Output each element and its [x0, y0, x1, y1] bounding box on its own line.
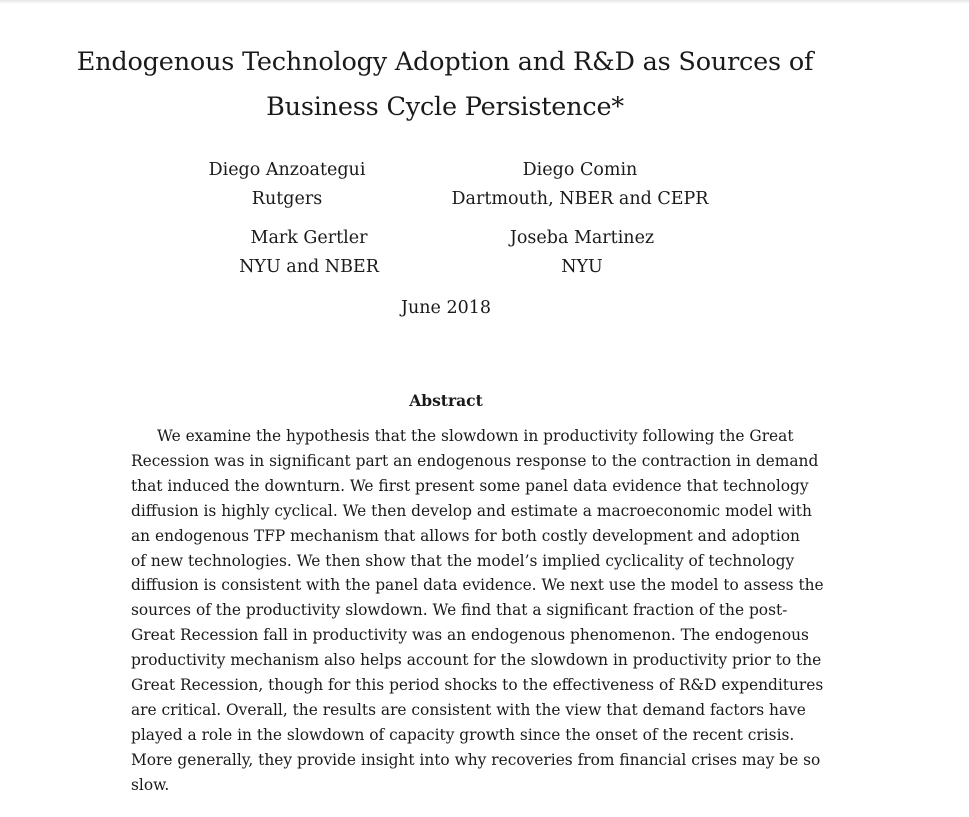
- page-top-edge: [0, 0, 969, 4]
- abstract-heading: Abstract: [409, 391, 483, 410]
- abstract-line: diffusion is consistent with the panel data evidence. We next use the model to assess the: [131, 576, 824, 595]
- abstract-line: diffusion is highly cyclical. We then develop and estimate a macroeconomic model with: [131, 501, 812, 520]
- author-name: Diego Comin: [522, 160, 638, 180]
- author-affiliation: NYU: [561, 257, 603, 277]
- author-block-3: [149, 224, 469, 282]
- author-name: Joseba Martinez: [509, 228, 655, 248]
- title-line-1: Endogenous Technology Adoption and R&D as Sources of: [76, 47, 814, 77]
- abstract-line: We examine the hypothesis that the slowdown in productivity following the Great: [157, 427, 794, 445]
- author-affiliation: Rutgers: [251, 189, 323, 209]
- author-name: Diego Anzoategui: [208, 160, 366, 180]
- title-line-2: Business Cycle Persistence*: [266, 92, 624, 122]
- abstract-line: Recession was in significant part an endogenous response to the contraction in demand: [131, 451, 819, 470]
- abstract-line: Great Recession, though for this period shocks to the effectiveness of R&D expenditures: [131, 676, 824, 695]
- publication-date: June 2018: [400, 298, 491, 318]
- abstract-line: played a role in the slowdown of capacity growth since the onset of the recent crisis.: [131, 725, 795, 744]
- abstract-line: are critical. Overall, the results are consistent with the view that demand factors have: [131, 700, 806, 719]
- abstract-line: slow.: [131, 775, 170, 794]
- abstract-line: that induced the downturn. We first present some panel data evidence that technology: [131, 476, 809, 495]
- abstract-body: [131, 424, 824, 798]
- paper-title: [60, 40, 830, 130]
- author-block-1: [127, 156, 447, 214]
- abstract-line: of new technologies. We then show that the model’s implied cyclicality of technology: [131, 551, 795, 570]
- abstract-line: Great Recession fall in productivity was an endogenous phenomenon. The endogenous: [131, 626, 809, 645]
- abstract-line: sources of the productivity slowdown. We find that a significant fraction of the post-: [131, 601, 788, 620]
- abstract-line: productivity mechanism also helps account for the slowdown in productivity prior to the: [131, 651, 822, 670]
- author-affiliation: Dartmouth, NBER and CEPR: [451, 189, 709, 209]
- author-name: Mark Gertler: [250, 228, 368, 248]
- author-block-4: [422, 224, 742, 282]
- abstract-line: an endogenous TFP mechanism that allows for both costly development and adoption: [131, 526, 800, 545]
- author-affiliation: NYU and NBER: [239, 257, 379, 277]
- author-block-2: [420, 156, 740, 214]
- abstract-line: More generally, they provide insight into why recoveries from financial crises may be so: [131, 750, 821, 769]
